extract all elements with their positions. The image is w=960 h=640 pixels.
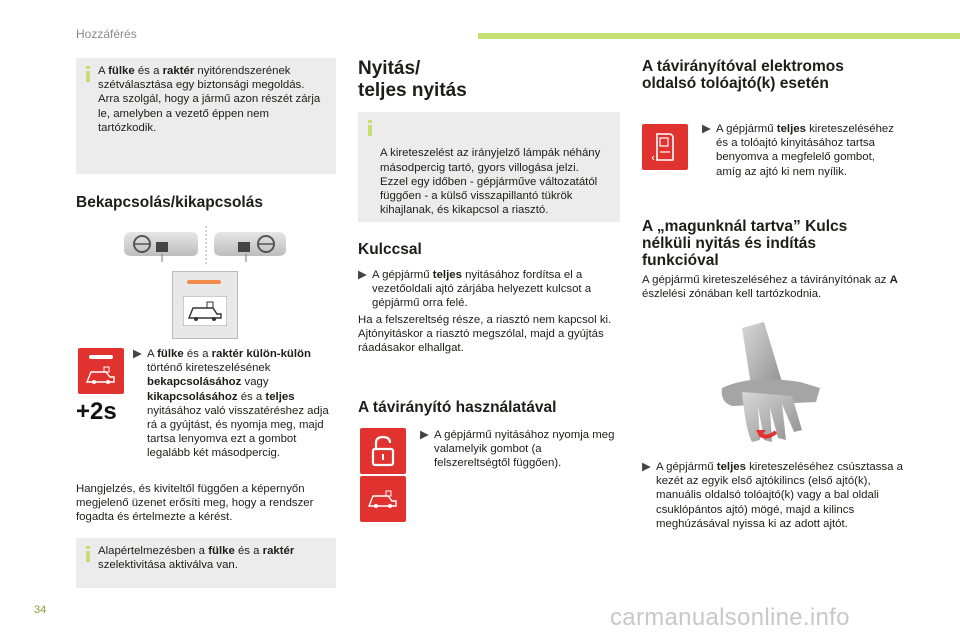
van-lock-icon <box>366 488 400 510</box>
unlock-red-tile <box>360 428 406 474</box>
info-note-indicators: A kireteszelést az irányjelző lámpák néhány másodpercig tartó, gyors villogása jelzi. Ezzel egy időben - gépjárműve változatától függően - a külső visszapillantó tükrök kihajlanak, és kikapcsol a riasztó. <box>358 112 620 222</box>
arrow-icon: ▶ <box>702 123 711 135</box>
hand-door-handle-illustration <box>712 322 828 448</box>
arrow-icon: ▶ <box>133 348 142 360</box>
van-icon <box>84 364 118 386</box>
selective-red-tile <box>78 348 124 394</box>
header-accent-bar <box>478 33 960 39</box>
info-icon <box>84 546 92 562</box>
bullet-remote: ▶ A gépjármű nyitásához nyomja meg valamelyik gombot (a felszereltségtől függően). <box>420 429 615 470</box>
sliding-door-icon <box>652 130 678 164</box>
arrow-icon: ▶ <box>642 461 651 473</box>
watermark: carmanualsonline.info <box>610 604 850 631</box>
paragraph-confirmation: Hangjelzés, és kiviteltől függően a képernyőn megjelenő üzenet erősíti meg, hogy a rendszer fogadta és értelmezte a kérést. <box>76 483 314 524</box>
unlock-padlock-icon <box>370 435 396 467</box>
bullet-key: ▶ A gépjármű teljes nyitásához fordítsa el a vezetőoldali ajtó zárjába helyezett kulcsot a gépjármű orra felé. <box>358 269 592 310</box>
paragraph-detection: A gépjármű kireteszeléséhez a távirányítónak az A észlelési zónában kell tartózkodnia. <box>642 274 898 301</box>
bullet-keyless: ▶ A gépjármű teljes kireteszeléséhez csúsztassa a kezét az egyik első ajtókilincs (első ajtó(k), manuális oldalsó tolóajtó(k) vagy a bal oldali csuklópántos ajtó) mögé, majd a kilincs meghúzásával nyissa ki az adott ajtót. <box>642 461 903 530</box>
led-icon <box>89 355 113 359</box>
van-unlock-red-tile <box>360 476 406 522</box>
info-note-separation: A fülke és a raktér nyitórendszerének szétválasztása egy biztonsági megoldás. Arra szolgál, hogy a jármű azon részét zárja le, amelyben a vezető éppen nem tartózkodik. <box>76 58 336 174</box>
arrow-icon: ▶ <box>358 269 367 281</box>
van-lock-icon <box>183 296 227 326</box>
info-icon <box>84 66 92 82</box>
dashboard-illustration <box>118 226 290 264</box>
led-indicator <box>187 280 221 284</box>
page-number: 34 <box>34 604 47 616</box>
page-title: Nyitás/ teljes nyitás <box>358 58 467 101</box>
bullet-sliding-door: ▶ A gépjármű teljes kireteszeléséhez és a tolóajtó kinyitásához tartsa benyomva a megfelelő gombot, amíg az ajtó ki nem nyílik. <box>702 123 894 178</box>
info-icon <box>366 120 374 136</box>
heading-sliding-door: A távirányítóval elektromos oldalsó tolóajtó(k) esetén <box>642 58 844 92</box>
info-note-default: Alapértelmezésben a fülke és a raktér szelektivitása aktiválva van. <box>76 538 336 588</box>
heading-key: Kulccsal <box>358 241 422 258</box>
bullet-selective: ▶ A fülke és a raktér külön-külön történő kireteszelésének bekapcsolásához vagy kikapcsolásához és a teljes nyitásához való visszatéréshez adja rá a gyújtást, és nyomja meg, majd tartsa lenyomva ezt a gombot legalább két másodpercig. <box>133 348 329 460</box>
heading-remote: A távirányító használatával <box>358 399 557 416</box>
heading-keyless: A „magunknál tartva” Kulcs nélküli nyitás és indítás funkcióval <box>642 218 848 269</box>
section-header: Hozzáférés <box>76 27 137 41</box>
heading-activation: Bekapcsolás/kikapcsolás <box>76 194 263 211</box>
sliding-door-red-tile <box>642 124 688 170</box>
hold-2s-badge: +2s <box>76 398 117 425</box>
selective-unlock-button[interactable] <box>172 271 238 339</box>
arrow-icon: ▶ <box>420 429 429 441</box>
paragraph-alarm: Ha a felszereltség része, a riasztó nem kapcsol ki. Ajtónyitáskor a riasztó megszólal, majd a gyújtás ráadásakor elhallgat. <box>358 314 612 355</box>
